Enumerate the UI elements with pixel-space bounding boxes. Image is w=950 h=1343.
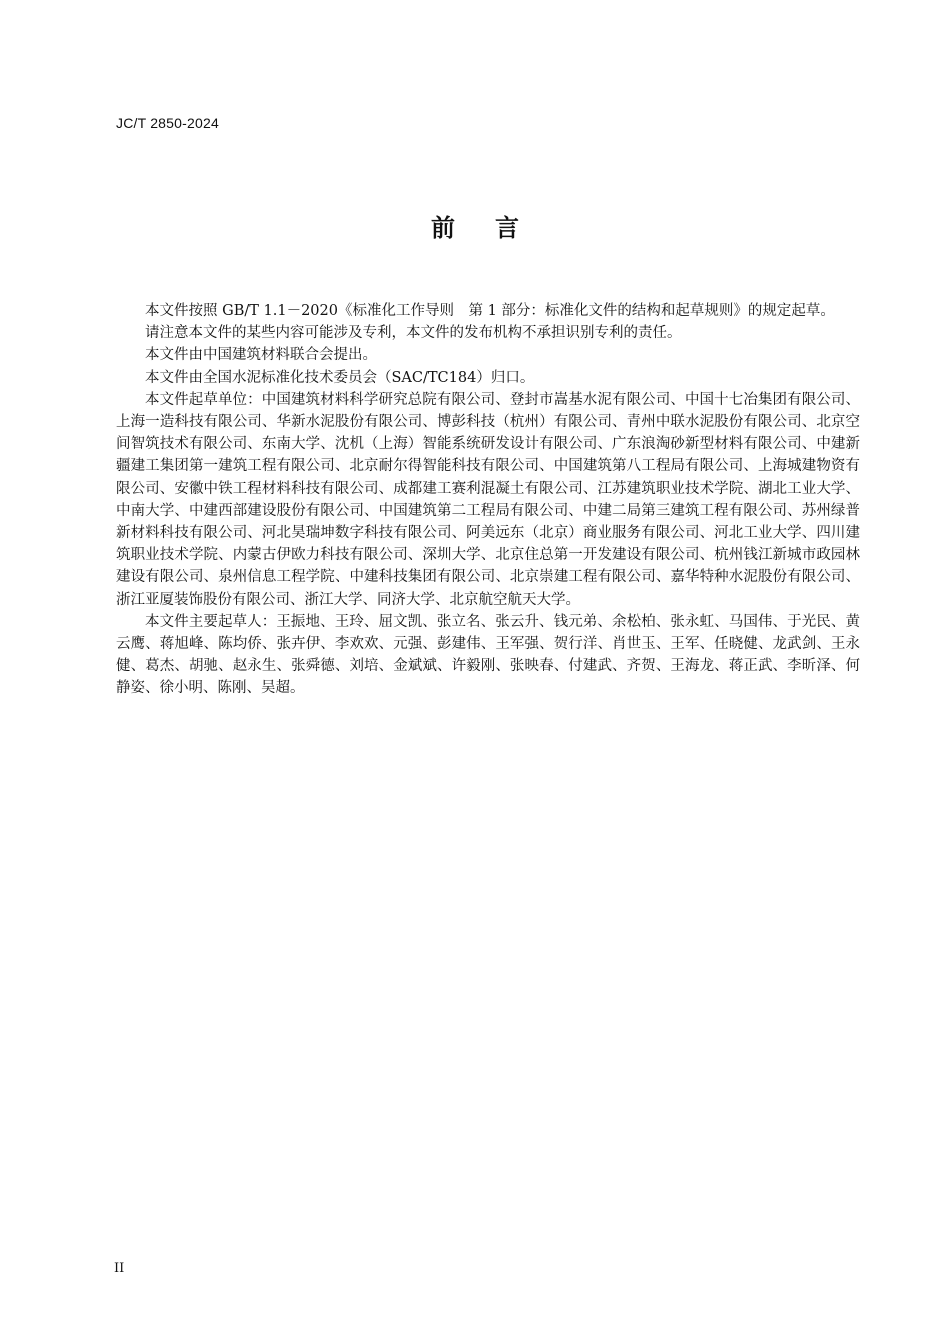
page-number: II: [114, 1261, 125, 1276]
paragraph-committee: 本文件由全国水泥标准化技术委员会（SAC/TC184）归口。: [145, 369, 535, 386]
document-code: JC/T 2850-2024: [116, 115, 219, 131]
foreword-body: [116, 300, 860, 700]
paragraph-proposer: 本文件由中国建筑材料联合会提出。: [145, 347, 377, 364]
paragraph-patent-notice: 请注意本文件的某些内容可能涉及专利，本文件的发布机构不承担识别专利的责任。: [145, 325, 682, 342]
paragraph-drafting-units: 本文件起草单位：中国建筑材料科学研究总院有限公司、登封市嵩基水泥有限公司、中国十七冶集团有限公司、上海一造科技有限公司、华新水泥股份有限公司、博彭科技（杭州）有限公司、青州中联水泥股份有限公司、北京空间智筑技术有限公司、东南大学、沈机（上海）智能系统研发设计有限公司、广东浪淘砂新型材料有限公司、中建新疆建工集团第一建筑工程有限公司、北京耐尔得智能科技有限公司、中国建筑第八工程局有限公司、上海城建物资有限公司、安徽中铁工程材料科技有限公司、成都建工赛利混凝土有限公司、江苏建筑职业技术学院、湖北工业大学、中南大学、中建西部建设股份有限公司、中国建筑第二工程局有限公司、中建二局第三建筑工程有限公司、苏州绿普新材料科技有限公司、河北昊瑞坤数字科技有限公司、阿美远东（北京）商业服务有限公司、河北工业大学、四川建筑职业技术学院、内蒙古伊欧力科技有限公司、深圳大学、北京住总第一开发建设有限公司、杭州钱江新城市政园林建设有限公司、泉州信息工程学院、中建科技集团有限公司、北京崇建工程有限公司、嘉华特种水泥股份有限公司、浙江亚厦装饰股份有限公司、浙江大学、同济大学、北京航空航天大学。: [116, 391, 860, 608]
paragraph-drafters: 本文件主要起草人：王振地、王玲、屈文凯、张立名、张云升、钱元弟、余松柏、张永虹、马国伟、于光民、黄云鹰、蒋旭峰、陈均侨、张卉伊、李欢欢、元强、彭建伟、王军强、贺行洋、肖世玉、王军、任晓健、龙武剑、王永健、葛杰、胡驰、赵永生、张舜德、刘培、金斌斌、许毅刚、张映春、付建武、齐贺、王海龙、蒋正武、李昕泽、何静姿、徐小明、陈刚、吴超。: [116, 613, 860, 697]
paragraph-drafting-rules: 本文件按照 GB/T 1.1－2020《标准化工作导则 第 1 部分：标准化文件的结构和起草规则》的规定起草。: [145, 303, 835, 319]
page-title: 前言: [431, 214, 559, 242]
